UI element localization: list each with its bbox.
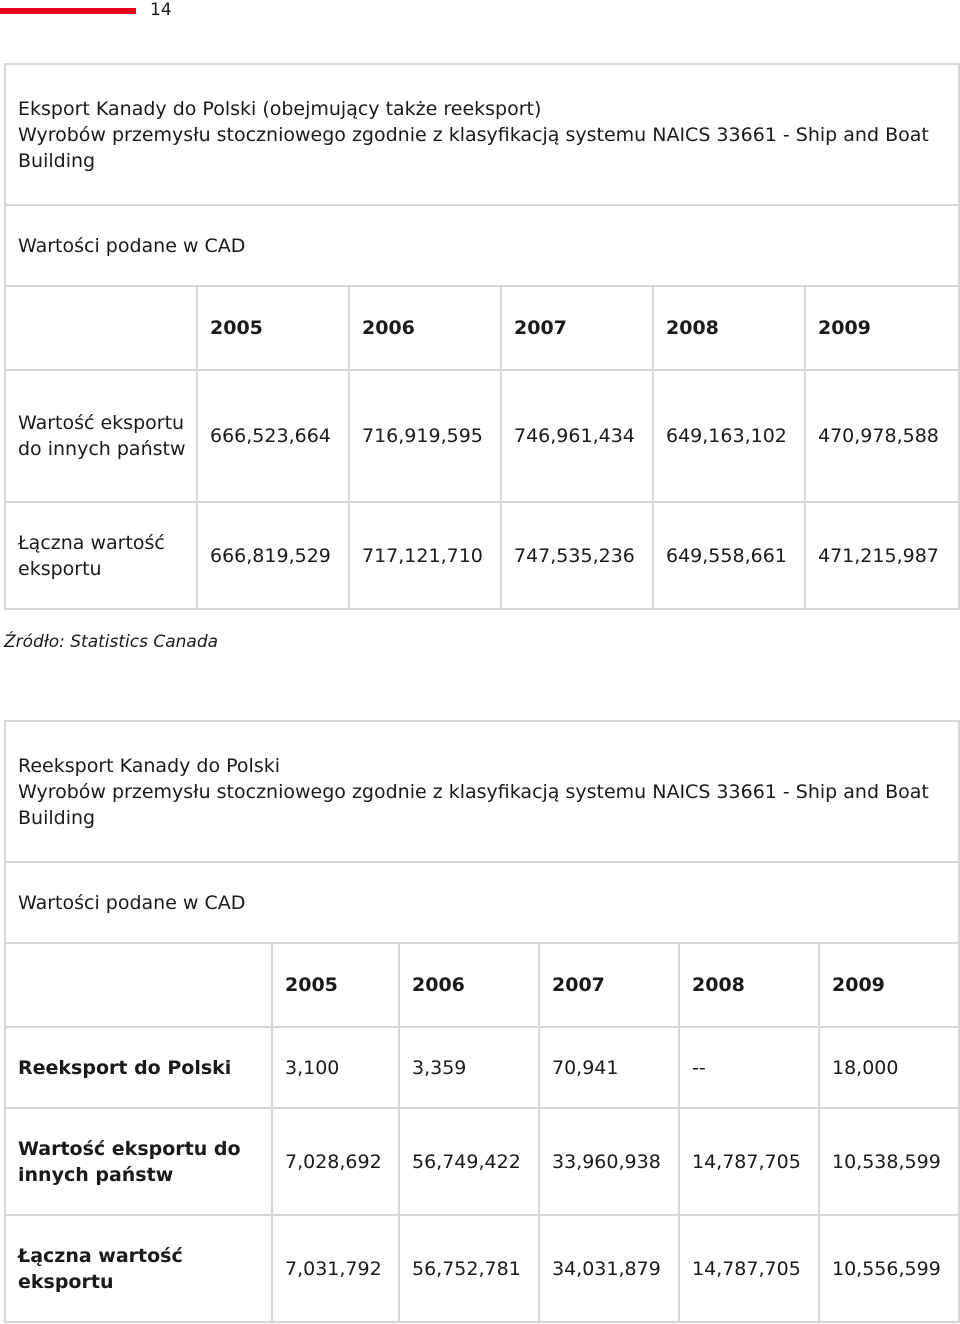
table-cell: 7,031,792 [272, 1215, 399, 1322]
table-row [5, 1215, 959, 1322]
table-cell: 471,215,987 [805, 502, 959, 609]
table-cell: 649,163,102 [653, 370, 805, 502]
export-table-title-line1: Eksport Kanady do Polski (obejmujący także reeksport) [18, 97, 542, 120]
table-cell: 3,359 [399, 1027, 539, 1108]
table-cell: 56,749,422 [399, 1108, 539, 1215]
row-label: Wartość eksportu do innych państw [5, 370, 197, 502]
page-number: 14 [150, 0, 172, 20]
reexport-year-2006: 2006 [399, 943, 539, 1027]
table-cell: 56,752,781 [399, 1215, 539, 1322]
source-note: Źródło: Statistics Canada [4, 632, 219, 652]
reexport-table [4, 720, 960, 1323]
export-year-2007: 2007 [501, 286, 653, 370]
table-cell: 746,961,434 [501, 370, 653, 502]
reexport-table-units: Wartości podane w CAD [5, 862, 959, 943]
row-label: Łączna wartość eksportu [5, 1215, 272, 1322]
row-label: Łączna wartość eksportu [5, 502, 197, 609]
reexport-table-title-line2: Wyrobów przemysłu stoczniowego zgodnie z klasyfikacją systemu NAICS 33661 - Ship and Boat Building [18, 780, 929, 829]
table-cell: 3,100 [272, 1027, 399, 1108]
reexport-year-2007: 2007 [539, 943, 679, 1027]
reexport-year-2005: 2005 [272, 943, 399, 1027]
table-cell: 717,121,710 [349, 502, 501, 609]
export-table-title-line2: Wyrobów przemysłu stoczniowego zgodnie z klasyfikacją systemu NAICS 33661 - Ship and Boat Building [18, 123, 929, 172]
row-label: Reeksport do Polski [5, 1027, 272, 1108]
table-cell: 666,819,529 [197, 502, 349, 609]
table-cell: 470,978,588 [805, 370, 959, 502]
export-table-units: Wartości podane w CAD [5, 205, 959, 286]
table-row [5, 502, 959, 609]
header-red-bar [0, 8, 136, 14]
table-cell: 10,556,599 [819, 1215, 959, 1322]
export-table [4, 63, 960, 610]
export-table-header-row [5, 286, 959, 370]
reexport-year-2009: 2009 [819, 943, 959, 1027]
export-year-2008: 2008 [653, 286, 805, 370]
reexport-year-2008: 2008 [679, 943, 819, 1027]
export-year-2006: 2006 [349, 286, 501, 370]
reexport-table-title [5, 721, 959, 862]
reexport-table-title-line1: Reeksport Kanady do Polski [18, 754, 281, 777]
table-cell: 33,960,938 [539, 1108, 679, 1215]
table-cell: 649,558,661 [653, 502, 805, 609]
table-row [5, 370, 959, 502]
table-cell: 18,000 [819, 1027, 959, 1108]
export-year-2005: 2005 [197, 286, 349, 370]
table-cell: 666,523,664 [197, 370, 349, 502]
table-cell: 34,031,879 [539, 1215, 679, 1322]
table-cell: 14,787,705 [679, 1108, 819, 1215]
reexport-table-header-row [5, 943, 959, 1027]
table-cell: 716,919,595 [349, 370, 501, 502]
table-row [5, 1027, 959, 1108]
table-cell: 7,028,692 [272, 1108, 399, 1215]
table-cell: 747,535,236 [501, 502, 653, 609]
table-cell: 10,538,599 [819, 1108, 959, 1215]
table-cell: 70,941 [539, 1027, 679, 1108]
table-row [5, 1108, 959, 1215]
table-cell: 14,787,705 [679, 1215, 819, 1322]
export-table-corner [5, 286, 197, 370]
export-year-2009: 2009 [805, 286, 959, 370]
export-table-title [5, 64, 959, 205]
table-cell: -- [679, 1027, 819, 1108]
row-label: Wartość eksportu do innych państw [5, 1108, 272, 1215]
reexport-table-corner [5, 943, 272, 1027]
